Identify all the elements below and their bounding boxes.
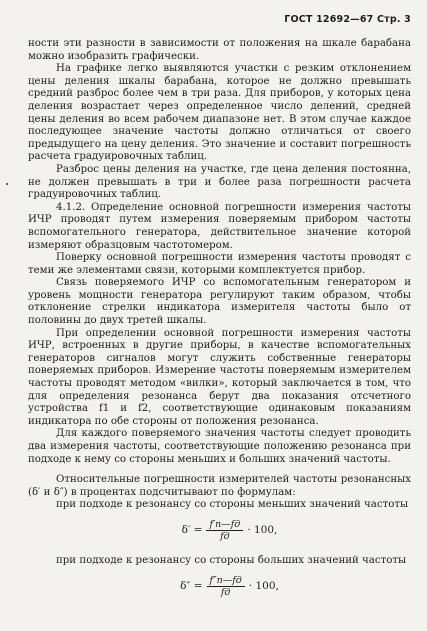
formula-delta-prime — [48, 519, 411, 545]
paragraph: Поверку основной погрешности измерения частоты проводят с теми же элементами связи, которыми комплектуется прибор. — [28, 252, 411, 276]
margin-mark — [6, 183, 8, 185]
formula-numerator: f′п—fд — [206, 519, 243, 531]
paragraph: Разброс цены деления на участке, где цена деления постоянна, не должен превышать в три и более раза погрешности расчета градуировочных таблиц. — [28, 163, 411, 201]
page-header: ГОСТ 12692—67 Стр. 3 — [284, 14, 411, 25]
formula-denominator: fд — [220, 586, 231, 598]
formula-lhs: δ′ = — [181, 524, 203, 537]
paragraph: На графике легко выявляются участки с резким отклонением цены деления шкалы барабана, которое не должно превышать средний разброс более чем в три раза. Для приборов, у которых цена деления возрастает через определенное число делений, средней цены деления во всем рабочем диапазоне нет. В этом случае каждое последующее значение частоты должно отличаться от своего предыдущего на цену деления. Это значение и составит погрешность расчета градуировочных таблиц. — [28, 63, 411, 163]
paragraph: при подходе к резонансу со стороны меньших значений частоты — [56, 499, 409, 511]
paragraph: при подходе к резонансу со стороны больших значений частоты — [56, 554, 407, 566]
paragraph: ности эти разности в зависимости от положения на шкале барабана можно изобразить графически. — [28, 38, 411, 62]
paragraph: Относительные погрешности измерителей частоты резонансных (δ′ и δ″) в процентах подсчитывают по формулам: — [28, 474, 411, 498]
paragraph: При определении основной погрешности измерения частоты ИЧР, встроенных в другие приборы, в качестве вспомогательных генераторов сигналов могут служить собственные генераторы поверяемых приборов. Измерение частоты поверяемым измерителем частоты проводят методом «вилки», который заключается в том, что для определения резонанса берут два показания отсчетного устройства f1 и f2, соответствующие одинаковым показаниям индикатора по обе стороны от положения резонанса. — [28, 327, 411, 427]
paragraph: Для каждого поверяемого значения частоты следует проводить два измерения частоты, соответствующие положению резонанса при подходе к нему со стороны меньших и больших значений частоты. — [28, 428, 411, 465]
formula-denominator: fд — [220, 530, 230, 542]
formula-numerator: f″п—fд — [207, 575, 245, 587]
formula-lhs: δ″ = — [180, 579, 203, 592]
formula-rhs: · 100, — [248, 579, 279, 592]
paragraph: 4.1.2. Определение основной погрешности измерения частоты ИЧР проводят путем измерения поверяемым прибором частоты вспомогательного генератора, действительное значение которой измеряют образцовым частотомером. — [28, 201, 411, 251]
paragraph: Связь поверяемого ИЧР со вспомогательным генератором и уровень мощности генератора регулируют таким образом, чтобы отклонение стрелки индикатора измерителя частоты было от половины до двух третей шкалы. — [28, 277, 411, 327]
document-body — [28, 38, 411, 611]
formula-fraction — [206, 519, 243, 542]
formula-fraction — [207, 575, 245, 598]
formula-delta-double-prime — [48, 575, 411, 601]
formula-rhs: · 100, — [247, 524, 278, 537]
